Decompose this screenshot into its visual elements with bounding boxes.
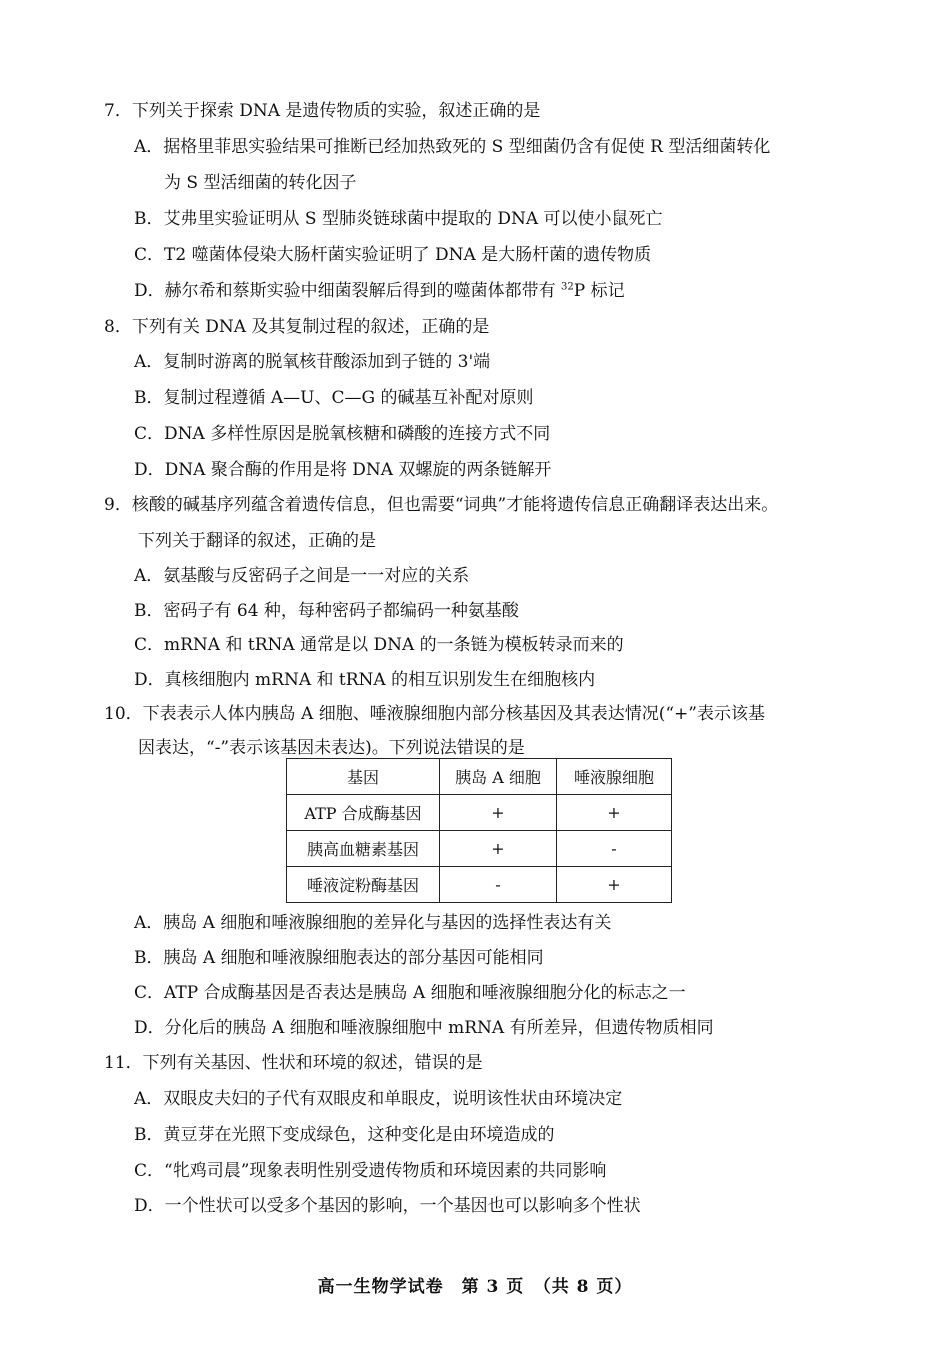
q10-option-a: A．胰岛 A 细胞和唾液腺细胞的差异化与基因的选择性表达有关 [134,913,612,933]
q11-option-a: A．双眼皮夫妇的子代有双眼皮和单眼皮，说明该性状由环境决定 [134,1089,623,1109]
table-header-row [287,759,672,795]
q9-option-c: C．mRNA 和 tRNA 通常是以 DNA 的一条链为模板转录而来的 [134,635,624,655]
q11-stem: 11．下列有关基因、性状和环境的叙述，错误的是 [104,1053,483,1073]
q9-option-d: D．真核细胞内 mRNA 和 tRNA 的相互识别发生在细胞核内 [134,670,596,690]
q10-option-d: D．分化后的胰岛 A 细胞和唾液腺细胞中 mRNA 有所差异，但遗传物质相同 [134,1018,714,1038]
q7-option-d-suffix: P 标记 [573,281,625,301]
q7-option-b: B．艾弗里实验证明从 S 型肺炎链球菌中提取的 DNA 可以使小鼠死亡 [134,209,663,229]
q9-option-a: A．氨基酸与反密码子之间是一一对应的关系 [134,566,470,586]
table-header-cell: 基因 [287,759,440,795]
q7-stem: 7．下列关于探索 DNA 是遗传物质的实验，叙述正确的是 [104,101,541,121]
table-cell: ATP 合成酶基因 [287,795,440,831]
table-cell: 胰高血糖素基因 [287,831,440,867]
q7-option-a: A．据格里菲思实验结果可推断已经加热致死的 S 型细菌仍含有促使 R 型活细菌转化 [134,137,771,157]
page-footer: 高一生物学试卷 第 3 页 （共 8 页） [317,1277,633,1297]
q7-option-d-text: D．赫尔希和蔡斯实验中细菌裂解后得到的噬菌体都带有 [134,281,562,301]
q10-option-c: C．ATP 合成酶基因是否表达是胰岛 A 细胞和唾液腺细胞分化的标志之一 [134,983,686,1003]
q7-option-d-superscript: 32 [561,281,574,293]
table-row [287,831,672,867]
table-header-cell: 胰岛 A 细胞 [440,759,557,795]
q8-stem: 8．下列有关 DNA 及其复制过程的叙述，正确的是 [104,317,490,337]
table-header-cell: 唾液腺细胞 [557,759,672,795]
q8-option-c: C．DNA 多样性原因是脱氧核糖和磷酸的连接方式不同 [134,424,551,444]
q8-option-d: D．DNA 聚合酶的作用是将 DNA 双螺旋的两条链解开 [134,460,552,480]
table-cell: + [557,795,672,831]
q9-option-b: B．密码子有 64 种，每种密码子都编码一种氨基酸 [134,601,519,621]
table-cell: + [557,867,672,903]
table-cell: + [440,795,557,831]
q7-option-d [134,276,625,301]
q8-option-a: A．复制时游离的脱氧核苷酸添加到子链的 3'端 [134,352,491,372]
table-cell: 唾液淀粉酶基因 [287,867,440,903]
q11-option-c: C．“牝鸡司晨”现象表明性别受遗传物质和环境因素的共同影响 [134,1161,607,1181]
q10-stem-line2: 因表达，“-”表示该基因未表达)。下列说法错误的是 [138,738,525,758]
table-row [287,867,672,903]
q10-stem-line1: 10．下表表示人体内胰岛 A 细胞、唾液腺细胞内部分核基因及其表达情况(“+”表示该基 [104,704,765,724]
q11-option-d: D．一个性状可以受多个基因的影响，一个基因也可以影响多个性状 [134,1196,641,1216]
q8-option-b: B．复制过程遵循 A—U、C—G 的碱基互补配对原则 [134,388,534,408]
table-cell: - [557,831,672,867]
q7-option-a-continued: 为 S 型活细菌的转化因子 [164,173,357,193]
q11-option-b: B．黄豆芽在光照下变成绿色，这种变化是由环境造成的 [134,1125,555,1145]
q7-option-c: C．T2 噬菌体侵染大肠杆菌实验证明了 DNA 是大肠杆菌的遗传物质 [134,245,652,265]
table-cell: - [440,867,557,903]
table-cell: + [440,831,557,867]
q9-stem-line2: 下列关于翻译的叙述，正确的是 [138,531,376,551]
gene-expression-table [286,758,672,903]
table-row [287,795,672,831]
q10-option-b: B．胰岛 A 细胞和唾液腺细胞表达的部分基因可能相同 [134,948,544,968]
q9-stem-line1: 9．核酸的碱基序列蕴含着遗传信息，但也需要“词典”才能将遗传信息正确翻译表达出来。 [104,495,779,515]
